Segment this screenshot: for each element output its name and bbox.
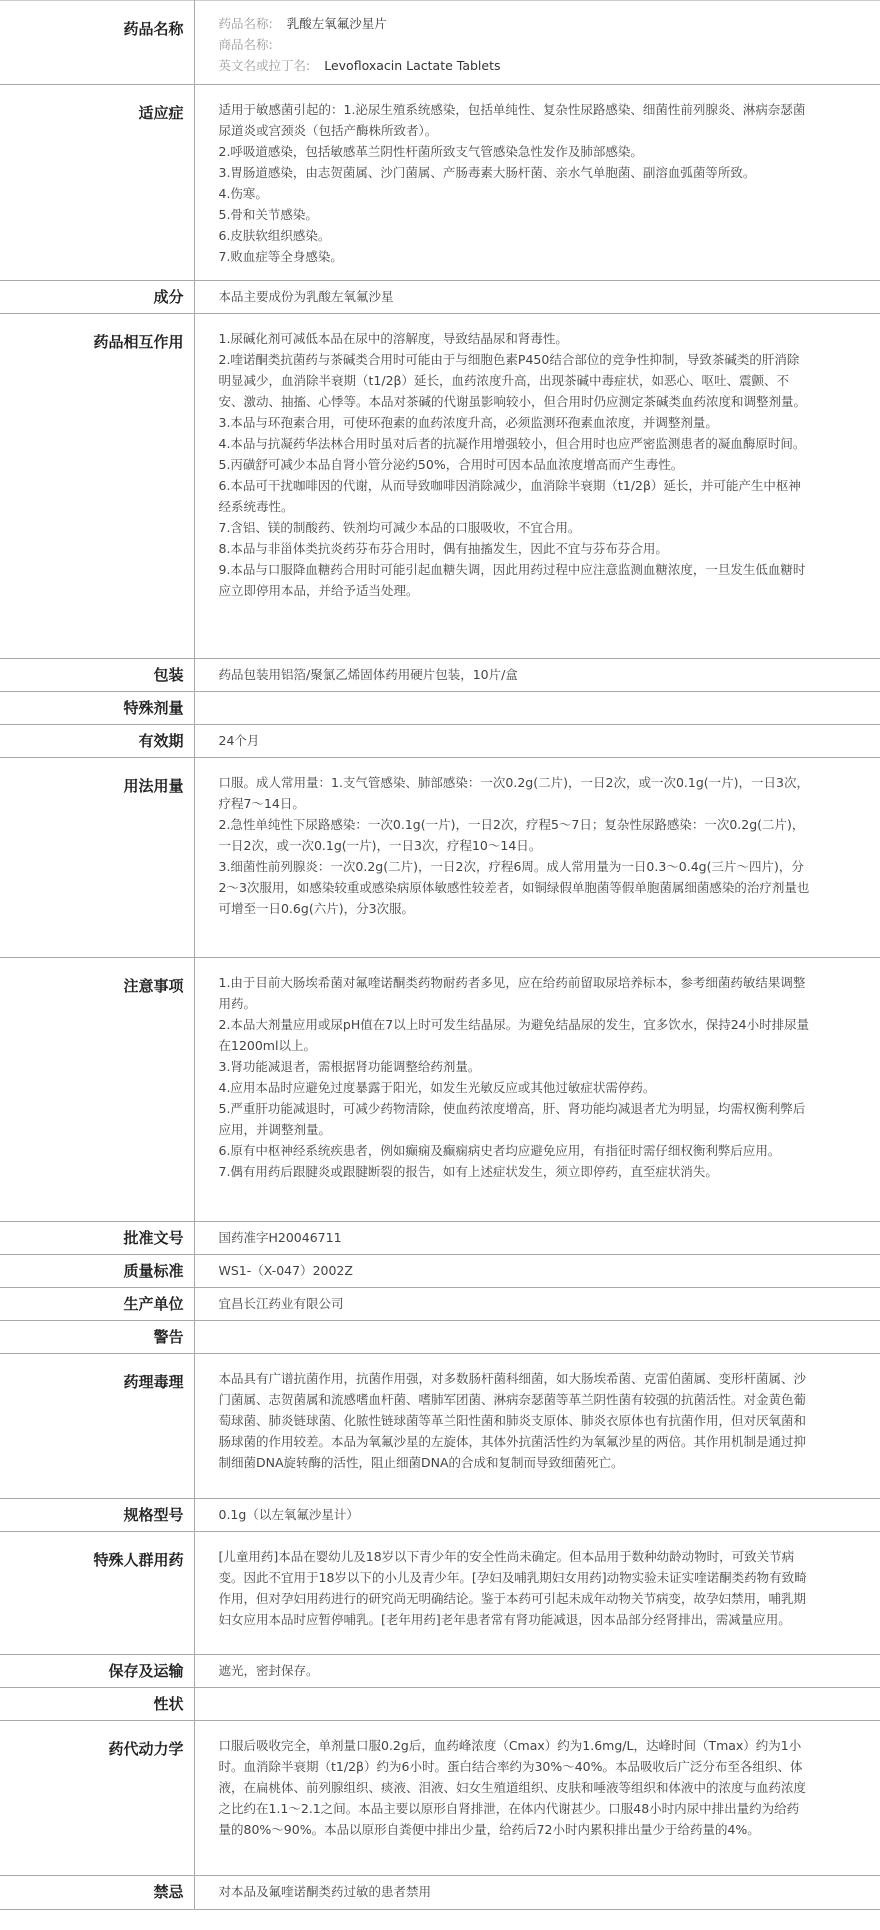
- content-paragraph: 6.原有中枢神经系统疾患者，例如癫痫及癫痫病史者均应避免应用，有指征时需仔细权衡利弊后应用。: [218, 1143, 781, 1158]
- content-paragraph: 5.骨和关节感染。: [218, 207, 318, 222]
- content-paragraph: 2.本品大剂量应用或尿pH值在7以上时可发生结晶尿。为避免结晶尿的发生，宜多饮水，保持24小时排尿量在1200ml以上。: [218, 1017, 810, 1053]
- content-paragraph: 1.尿碱化剂可减低本品在尿中的溶解度，导致结晶尿和肾毒性。: [218, 331, 568, 346]
- row-label: 警告: [0, 1321, 194, 1354]
- content-paragraph: 4.应用本品时应避免过度暴露于阳光，如发生光敏反应或其他过敏症状需停药。: [218, 1080, 656, 1095]
- row-storage: [0, 1655, 880, 1688]
- name-key: 英文名或拉丁名:: [218, 58, 311, 73]
- row-ingredients: [0, 281, 880, 314]
- content-paragraph: 适用于敏感菌引起的：1.泌尿生殖系统感染，包括单纯性、复杂性尿路感染、细菌性前列腺炎、淋病奈瑟菌尿道炎或宫颈炎（包括产酶株所致者）。: [218, 102, 806, 138]
- row-label: 批准文号: [0, 1222, 194, 1255]
- name-line-english: [219, 55, 811, 76]
- row-label: 药品相互作用: [0, 314, 194, 659]
- content-paragraph: 7.偶有用药后跟腱炎或跟腱断裂的报告，如有上述症状发生，须立即停药，直至症状消失。: [218, 1164, 718, 1179]
- row-content: [194, 1288, 880, 1321]
- content-paragraph: WS1-（X-047）2002Z: [218, 1263, 353, 1278]
- content-paragraph: 6.皮肤软组织感染。: [218, 228, 331, 243]
- row-label: 有效期: [0, 725, 194, 758]
- row-indications: [0, 85, 880, 281]
- row-content: [194, 725, 880, 758]
- row-content: [194, 958, 880, 1222]
- row-content: [194, 1, 880, 85]
- row-content: [194, 1499, 880, 1532]
- row-label: 适应症: [0, 85, 194, 281]
- name-value: Levofloxacin Lactate Tablets: [324, 58, 501, 73]
- row-label: 药代动力学: [0, 1721, 194, 1876]
- row-content: [194, 692, 880, 725]
- row-quality-standard: [0, 1255, 880, 1288]
- row-content: [194, 85, 880, 281]
- content-paragraph: 4.伤寒。: [218, 186, 268, 201]
- content-paragraph: 8.本品与非甾体类抗炎药芬布芬合用时，偶有抽搐发生，因此不宜与芬布芬合用。: [218, 541, 668, 556]
- drug-info-body: [0, 1, 880, 1910]
- row-manufacturer: [0, 1288, 880, 1321]
- row-specification: [0, 1499, 880, 1532]
- row-appearance: [0, 1688, 880, 1721]
- content-paragraph: 24个月: [218, 733, 260, 748]
- content-paragraph: 3.细菌性前列腺炎：一次0.2g(二片)，一日2次，疗程6周。成人常用量为一日0.3～0.4g(三片～四片)，分2～3次服用，如感染较重或感染病原体敏感性较差者，如铜绿假单胞菌等假单胞菌属细菌感染的治疗剂量也可增至一日0.6g(六片)，分3次服。: [218, 859, 810, 916]
- row-label: 特殊人群用药: [0, 1532, 194, 1655]
- content-paragraph: 3.肾功能减退者，需根据肾功能调整给药剂量。: [218, 1059, 481, 1074]
- row-label: 规格型号: [0, 1499, 194, 1532]
- row-label: 注意事项: [0, 958, 194, 1222]
- row-label: 药品名称: [0, 1, 194, 85]
- row-drug-name: [0, 1, 880, 85]
- content-paragraph: 0.1g（以左氧氟沙星计）: [218, 1507, 359, 1522]
- row-label: 包装: [0, 659, 194, 692]
- row-content: [194, 1532, 880, 1655]
- row-pharmacokinetics: [0, 1721, 880, 1876]
- content-paragraph: 2.急性单纯性下尿路感染：一次0.1g(一片)，一日2次，疗程5～7日；复杂性尿路感染：一次0.2g(二片)，一日2次，或一次0.1g(一片)，一日3次，疗程10～14日。: [218, 817, 805, 853]
- row-label: 生产单位: [0, 1288, 194, 1321]
- row-content: [194, 1688, 880, 1721]
- row-package: [0, 659, 880, 692]
- content-paragraph: 9.本品与口服降血糖药合用时可能引起血糖失调，因此用药过程中应注意监测血糖浓度，一旦发生低血糖时应立即停用本品，并给予适当处理。: [218, 562, 806, 598]
- row-warning: [0, 1321, 880, 1354]
- row-label: 禁忌: [0, 1876, 194, 1910]
- row-content: [194, 314, 880, 659]
- row-precautions: [0, 958, 880, 1222]
- content-paragraph: 宜昌长江药业有限公司: [218, 1296, 344, 1311]
- row-content: [194, 1255, 880, 1288]
- row-content: [194, 1876, 880, 1910]
- name-key: 商品名称:: [218, 37, 273, 52]
- content-paragraph: 3.胃肠道感染，由志贺菌属、沙门菌属、产肠毒素大肠杆菌、亲水气单胞菌、副溶血弧菌等所致。: [218, 165, 756, 180]
- row-approval-number: [0, 1222, 880, 1255]
- row-interactions: [0, 314, 880, 659]
- row-content: [194, 758, 880, 958]
- row-content: [194, 659, 880, 692]
- content-paragraph: 4.本品与抗凝药华法林合用时虽对后者的抗凝作用增强较小，但合用时也应严密监测患者的凝血酶原时间。: [218, 436, 806, 451]
- content-paragraph: 本品具有广谱抗菌作用，抗菌作用强，对多数肠杆菌科细菌，如大肠埃希菌、克雷伯菌属、变形杆菌属、沙门菌属、志贺菌属和流感嗜血杆菌、嗜肺军团菌、淋病奈瑟菌等革兰阴性菌有较强的抗菌活性。对金黄色葡萄球菌、肺炎链球菌、化脓性链球菌等革兰阳性菌和肺炎支原体、肺炎衣原体也有抗菌作用，但对厌氧菌和肠球菌的作用较差。本品为氧氟沙星的左旋体，其体外抗菌活性约为氧氟沙星的两倍。其作用机制是通过抑制细菌DNA旋转酶的活性，阻止细菌DNA的合成和复制而导致细菌死亡。: [218, 1371, 807, 1470]
- content-paragraph: 口服。成人常用量：1.支气管感染、肺部感染：一次0.2g(二片)，一日2次，或一次0.1g(一片)，一日3次，疗程7～14日。: [218, 775, 809, 811]
- content-paragraph: 7.含铝、镁的制酸药、铁剂均可减少本品的口服吸收，不宜合用。: [218, 520, 581, 535]
- row-dosage: [0, 758, 880, 958]
- row-content: [194, 1655, 880, 1688]
- row-pharmacology: [0, 1354, 880, 1499]
- row-label: 特殊剂量: [0, 692, 194, 725]
- content-paragraph: 2.喹诺酮类抗菌药与茶碱类合用时可能由于与细胞色素P450结合部位的竞争性抑制，导致茶碱类的肝消除明显减少，血消除半衰期（t1/2β）延长，血药浓度升高，出现茶碱中毒症状，如恶心、呕吐、震颤、不安、激动、抽搐、心悸等。本品对茶碱的代谢虽影响较小，但合用时仍应测定茶碱类血药浓度和调整剂量。: [218, 352, 807, 409]
- row-content: [194, 1222, 880, 1255]
- row-label: 药理毒理: [0, 1354, 194, 1499]
- content-paragraph: 2.呼吸道感染，包括敏感革兰阴性杆菌所致支气管感染急性发作及肺部感染。: [218, 144, 643, 159]
- content-paragraph: 国药准字H20046711: [218, 1230, 342, 1245]
- row-contraindications: [0, 1876, 880, 1910]
- content-paragraph: 口服后吸收完全，单剂量口服0.2g后，血药峰浓度（Cmax）约为1.6mg/L，达峰时间（Tmax）约为1小时。血消除半衰期（t1/2β）约为6小时。蛋白结合率约为30%～40%。本品吸收后广泛分布至各组织、体液，在扁桃体、前列腺组织、痰液、泪液、妇女生殖道组织、皮肤和唾液等组织和体液中的浓度与血药浓度之比约在1.1～2.1之间。本品主要以原形自肾排泄，在体内代谢甚少。口服48小时内尿中排出量约为给药量的80%～90%。本品以原形自粪便中排出少量，给药后72小时内累积排出量少于给药量的4%。: [218, 1738, 807, 1837]
- content-paragraph: 对本品及氟喹诺酮类药过敏的患者禁用: [218, 1884, 432, 1899]
- row-special-populations: [0, 1532, 880, 1655]
- row-label: 用法用量: [0, 758, 194, 958]
- row-label: 质量标准: [0, 1255, 194, 1288]
- row-content: [194, 1354, 880, 1499]
- row-label: 性状: [0, 1688, 194, 1721]
- row-content: [194, 281, 880, 314]
- content-paragraph: 1.由于目前大肠埃希菌对氟喹诺酮类药物耐药者多见，应在给药前留取尿培养标本，参考细菌药敏结果调整用药。: [218, 975, 806, 1011]
- content-paragraph: 药品包装用铝箔/聚氯乙烯固体药用硬片包装，10片/盒: [218, 667, 518, 682]
- name-key: 药品名称:: [218, 16, 273, 31]
- content-paragraph: 5.严重肝功能减退时，可减少药物清除，使血药浓度增高，肝、肾功能均减退者尤为明显，均需权衡利弊后应用，并调整剂量。: [218, 1101, 806, 1137]
- name-line-generic: [219, 13, 811, 34]
- row-label: 保存及运输: [0, 1655, 194, 1688]
- row-content: [194, 1721, 880, 1876]
- row-label: 成分: [0, 281, 194, 314]
- row-shelf-life: [0, 725, 880, 758]
- content-paragraph: 本品主要成份为乳酸左氧氟沙星: [218, 289, 394, 304]
- name-line-trade: [219, 34, 811, 55]
- content-paragraph: 6.本品可干扰咖啡因的代谢，从而导致咖啡因消除减少，血消除半衰期（t1/2β）延长，并可能产生中枢神经系统毒性。: [218, 478, 801, 514]
- content-paragraph: 遮光，密封保存。: [218, 1663, 319, 1678]
- content-paragraph: [儿童用药]本品在婴幼儿及18岁以下青少年的安全性尚未确定。但本品用于数种幼龄动物时，可致关节病变。因此不宜用于18岁以下的小儿及青少年。[孕妇及哺乳期妇女用药]动物实验未证实喹诺酮类药物有致畸作用，但对孕妇用药进行的研究尚无明确结论。鉴于本药可引起未成年动物关节病变，故孕妇禁用，哺乳期妇女应用本品时应暂停哺乳。[老年用药]老年患者常有肾功能减退，因本品部分经肾排出，需减量应用。: [218, 1549, 807, 1627]
- row-special-dosage: [0, 692, 880, 725]
- name-value: 乳酸左氧氟沙星片: [286, 16, 387, 31]
- row-content: [194, 1321, 880, 1354]
- content-paragraph: 5.丙磺舒可减少本品自肾小管分泌约50%，合用时可因本品血浓度增高而产生毒性。: [218, 457, 684, 472]
- content-paragraph: 3.本品与环孢素合用，可使环孢素的血药浓度升高，必须监测环孢素血浓度，并调整剂量。: [218, 415, 718, 430]
- content-paragraph: 7.败血症等全身感染。: [218, 249, 343, 264]
